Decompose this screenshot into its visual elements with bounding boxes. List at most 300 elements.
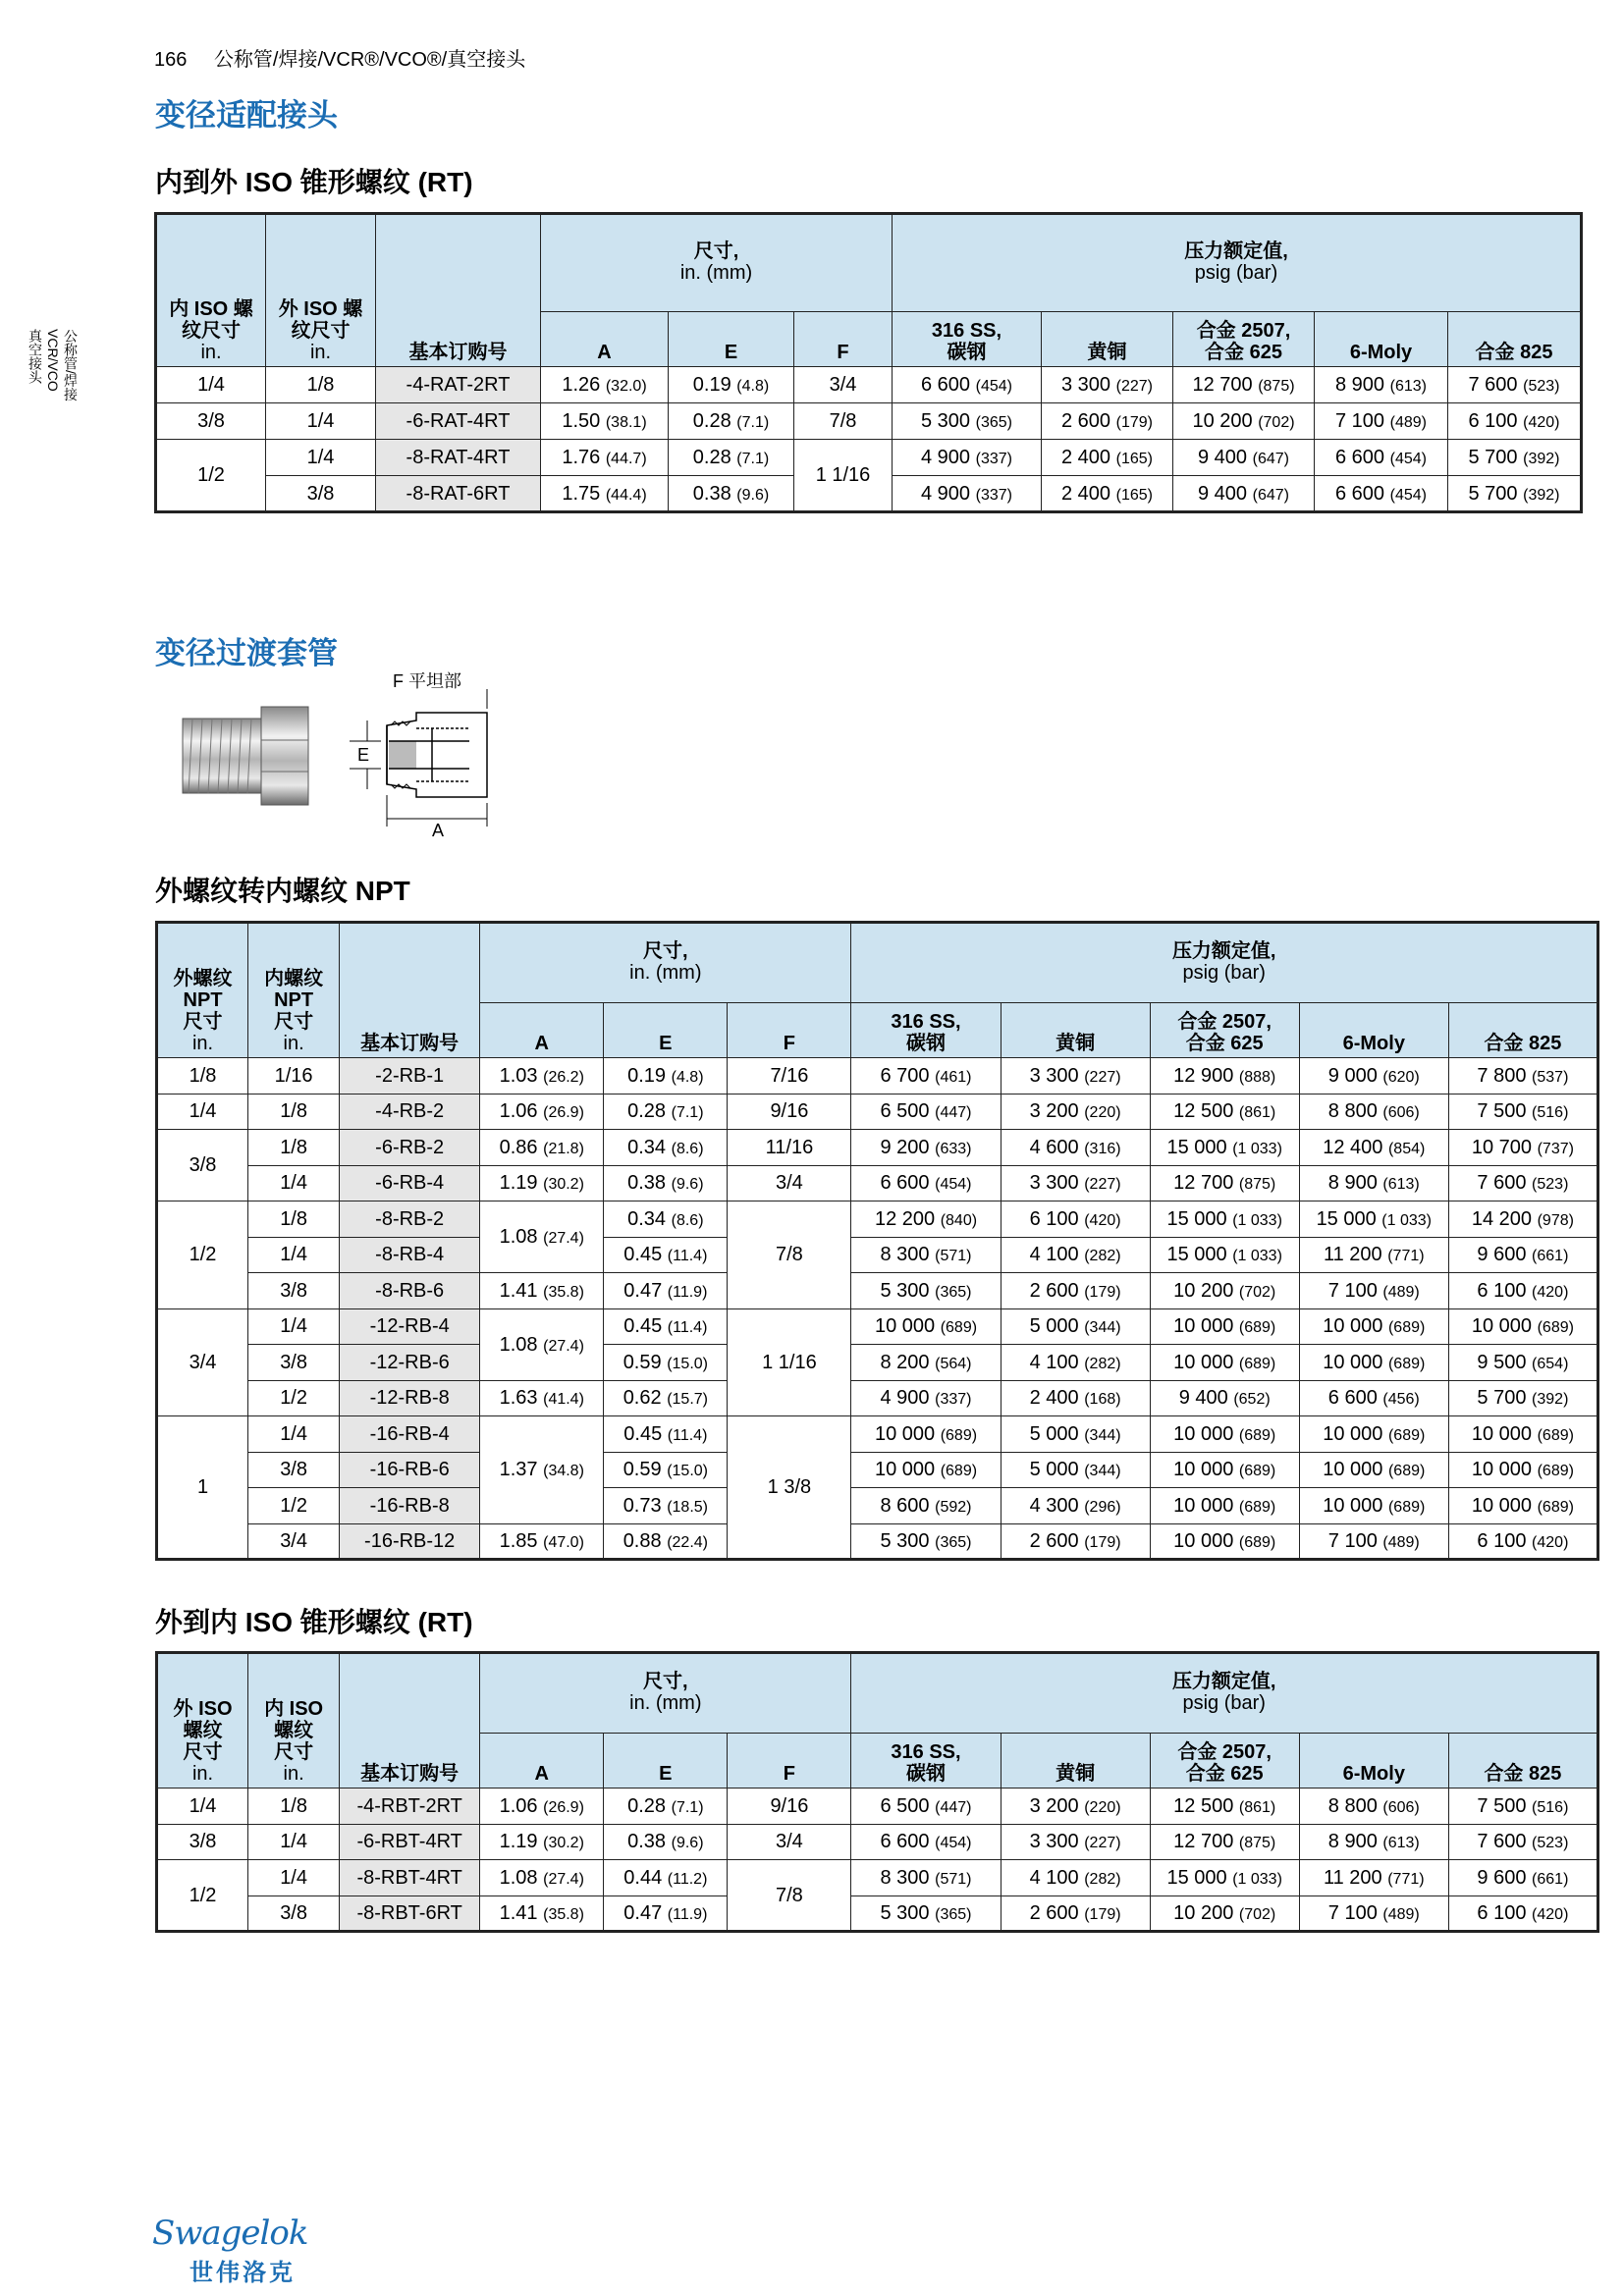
e-label: E <box>357 745 370 765</box>
table-cell <box>1315 367 1448 403</box>
table-cell <box>604 1452 728 1488</box>
table-cell <box>541 403 669 440</box>
col-header-outer-size <box>266 214 376 367</box>
table-cell <box>480 1896 604 1932</box>
table-cell: -8-RAT-4RT <box>376 440 541 476</box>
table-cell: 1/16 <box>248 1058 340 1095</box>
col-header-a: A <box>541 312 669 367</box>
table-cell <box>1150 1523 1299 1560</box>
table-cell <box>1299 1094 1448 1130</box>
cell-value: (613) <box>1382 1835 1420 1852</box>
table-row <box>157 1896 1598 1932</box>
cell-value: 15 000 <box>1316 1207 1377 1230</box>
cell-value: 8 900 <box>1335 374 1385 396</box>
col-header-2507 <box>1150 1003 1299 1058</box>
cell-value: (34.8) <box>543 1463 584 1480</box>
cell-value: (316) <box>1084 1140 1121 1157</box>
table-cell: -8-RAT-6RT <box>376 476 541 512</box>
table-cell: -6-RB-4 <box>340 1165 480 1201</box>
cell-value: (647) <box>1252 451 1289 467</box>
cell-value: 外 ISO <box>173 1698 233 1720</box>
cell-value: (15.0) <box>667 1463 708 1480</box>
table-cell <box>1448 1523 1597 1560</box>
page-header <box>154 43 525 72</box>
cell-value: (454) <box>975 378 1012 395</box>
section-title: 变径过渡套管 <box>155 636 338 670</box>
cell-value: (26.9) <box>543 1798 584 1816</box>
cell-value: (1 033) <box>1232 1140 1282 1157</box>
cell-value: 5 300 <box>880 1901 930 1924</box>
table-row <box>157 1058 1598 1095</box>
table-cell <box>1001 1165 1150 1201</box>
cell-value: 0.73 <box>623 1494 662 1517</box>
spec-table-rb <box>155 921 1599 1561</box>
table-cell: -16-RB-6 <box>340 1452 480 1488</box>
table-cell <box>1299 1345 1448 1381</box>
col-header-825: 合金 825 <box>1448 1003 1597 1058</box>
table-cell <box>1448 1130 1597 1166</box>
brand-name-cn: 世伟洛克 <box>189 2260 296 2286</box>
table-cell: 1/2 <box>156 440 266 512</box>
cell-value: (661) <box>1532 1870 1569 1888</box>
table-cell <box>893 367 1042 403</box>
cell-value: (179) <box>1084 1283 1121 1301</box>
table-cell <box>604 1824 728 1860</box>
table-cell: 7/8 <box>794 403 893 440</box>
table-cell: 1 <box>157 1416 248 1560</box>
table-cell: 9/16 <box>728 1789 851 1825</box>
cell-value: (11.9) <box>667 1283 708 1301</box>
table-row <box>157 1789 1598 1825</box>
table-cell <box>1315 403 1448 440</box>
table-cell <box>893 476 1042 512</box>
cell-value: 10 000 <box>1173 1494 1234 1517</box>
cell-value: (888) <box>1238 1068 1276 1086</box>
cell-value: 4 600 <box>1029 1136 1079 1158</box>
cell-value: (689) <box>1238 1319 1276 1337</box>
side-tab <box>27 329 79 401</box>
cell-value: (689) <box>1387 1426 1426 1444</box>
cell-value: (875) <box>1238 1835 1276 1852</box>
table-cell: 3/4 <box>728 1824 851 1860</box>
cell-value: 螺纹 <box>274 1720 314 1741</box>
cell-value: 12 500 <box>1173 1100 1234 1123</box>
cell-value: 4 900 <box>921 447 971 468</box>
table-cell <box>1150 1789 1299 1825</box>
table-cell: 1/4 <box>248 1860 340 1896</box>
cell-value: (702) <box>1238 1283 1276 1301</box>
table-cell <box>1042 476 1173 512</box>
table-cell: 3/4 <box>728 1165 851 1201</box>
table-cell <box>480 1273 604 1309</box>
table-cell <box>1150 1165 1299 1201</box>
cell-value: 6 500 <box>880 1794 930 1817</box>
table-cell: -4-RAT-2RT <box>376 367 541 403</box>
col-header-order-number: 基本订购号 <box>376 214 541 367</box>
cell-value: in. (mm) <box>679 261 753 284</box>
cell-value: 1.63 <box>499 1387 538 1410</box>
table-cell <box>1299 1824 1448 1860</box>
cell-value: (571) <box>935 1248 972 1265</box>
table-cell <box>1150 1452 1299 1488</box>
table-cell <box>1001 1789 1150 1825</box>
cell-value: (27.4) <box>543 1337 584 1355</box>
table-cell: 3/8 <box>248 1896 340 1932</box>
col-header-pressure: 压力额定值, psig (bar) <box>851 1653 1598 1734</box>
cell-value: 10 200 <box>1192 410 1253 432</box>
cell-value: 5 000 <box>1029 1422 1079 1445</box>
table-cell <box>480 1165 604 1201</box>
cell-value: (420) <box>1532 1283 1569 1301</box>
cell-value: (620) <box>1382 1068 1420 1086</box>
cell-value: NPT <box>183 989 223 1011</box>
cell-value: (689) <box>1537 1319 1574 1337</box>
table-cell <box>1448 1416 1597 1453</box>
cell-value: 4 100 <box>1029 1351 1079 1373</box>
cell-value: (9.6) <box>736 486 770 504</box>
table-cell <box>1001 1130 1150 1166</box>
brand-name: Swagelok <box>152 2214 308 2253</box>
cell-value: (613) <box>1382 1176 1420 1194</box>
cell-value: (11.2) <box>667 1870 708 1888</box>
cell-value: (15.7) <box>667 1391 708 1409</box>
table-cell <box>1299 1860 1448 1896</box>
table-cell <box>1299 1452 1448 1488</box>
table-cell <box>1299 1130 1448 1166</box>
cell-value: (32.0) <box>605 378 647 395</box>
cell-value: 1.19 <box>499 1172 538 1195</box>
cell-value: 10 000 <box>1323 1494 1383 1517</box>
table-row <box>157 1416 1598 1453</box>
table-cell <box>604 1058 728 1095</box>
cell-value: 10 000 <box>1471 1315 1533 1338</box>
table-cell <box>669 403 794 440</box>
table-cell <box>1448 1201 1597 1238</box>
cell-value: (689) <box>1387 1319 1426 1337</box>
table-row <box>157 1130 1598 1166</box>
table-cell <box>1001 1860 1150 1896</box>
cell-value: 316 SS, <box>891 1741 961 1763</box>
table-cell <box>1299 1237 1448 1273</box>
table-cell <box>851 1237 1001 1273</box>
cell-value: 1.03 <box>499 1064 538 1087</box>
bushing-photo <box>183 707 308 805</box>
col-header-brass: 黄铜 <box>1001 1734 1150 1789</box>
table-cell <box>851 1896 1001 1932</box>
table-cell <box>1001 1201 1150 1238</box>
cell-value: 8 900 <box>1327 1172 1378 1195</box>
cell-value: (227) <box>1084 1835 1121 1852</box>
cell-value: 1.37 <box>499 1459 538 1481</box>
cell-value: (8.6) <box>671 1211 704 1229</box>
table-cell <box>851 1058 1001 1095</box>
table-cell <box>1299 1273 1448 1309</box>
col-header-female-size <box>248 923 340 1058</box>
table-cell <box>1448 1308 1597 1345</box>
cell-value: 4 300 <box>1029 1494 1079 1517</box>
table-cell: 1/8 <box>248 1094 340 1130</box>
cell-value: 5 700 <box>1477 1387 1527 1410</box>
cell-value: 8 300 <box>880 1866 930 1889</box>
table-cell <box>851 1789 1001 1825</box>
table-cell: 1/4 <box>266 403 376 440</box>
table-cell <box>1150 1824 1299 1860</box>
table-cell: -8-RB-2 <box>340 1201 480 1238</box>
cell-value: 9 400 <box>1198 482 1248 505</box>
table-cell: 3/8 <box>157 1824 248 1860</box>
table-cell: 1/4 <box>156 367 266 403</box>
cell-value: 6 600 <box>1335 447 1385 468</box>
cell-value: 9 000 <box>1327 1064 1378 1087</box>
table-cell <box>1448 1237 1597 1273</box>
table-cell <box>1173 403 1315 440</box>
cell-value: (689) <box>1238 1498 1276 1516</box>
table-cell: 1/2 <box>248 1488 340 1524</box>
table-cell <box>604 1130 728 1166</box>
cell-value: psig (bar) <box>1194 261 1278 284</box>
cell-value: (227) <box>1084 1176 1121 1194</box>
table-cell: 1/8 <box>248 1201 340 1238</box>
a-label: A <box>432 821 445 840</box>
cell-value: 5 000 <box>1029 1315 1079 1338</box>
table-row <box>157 1094 1598 1130</box>
cell-value: 316 SS, <box>931 320 1002 342</box>
cell-value: (282) <box>1084 1248 1121 1265</box>
cell-value: (689) <box>1238 1426 1276 1444</box>
cell-value: (337) <box>975 451 1012 467</box>
cell-value: 纹尺寸 <box>182 320 241 342</box>
table-cell: -12-RB-4 <box>340 1308 480 1345</box>
table-cell: -16-RB-8 <box>340 1488 480 1524</box>
table-cell <box>851 1345 1001 1381</box>
cell-value: (365) <box>935 1283 972 1301</box>
cell-value: 3 300 <box>1029 1064 1079 1087</box>
bushing-section-drawing <box>350 689 487 827</box>
table-cell <box>1001 1452 1150 1488</box>
cell-value: 纹尺寸 <box>291 320 351 342</box>
cell-value: (7.1) <box>736 414 770 431</box>
cell-value: in. <box>191 1763 214 1785</box>
table-cell: 11/16 <box>728 1130 851 1166</box>
cell-value: 9 500 <box>1477 1351 1527 1373</box>
table-cell <box>1173 440 1315 476</box>
cell-value: 0.88 <box>623 1529 662 1552</box>
table-cell <box>480 1416 604 1524</box>
cell-value: (420) <box>1532 1905 1569 1923</box>
cell-value: 内螺纹 <box>264 968 324 989</box>
cell-value: (4.8) <box>736 378 770 395</box>
cell-value: (11.4) <box>667 1319 708 1337</box>
col-header-female-size <box>248 1653 340 1789</box>
table-cell: -16-RB-12 <box>340 1523 480 1560</box>
cell-value: (7.1) <box>736 451 770 467</box>
table-cell <box>851 1201 1001 1238</box>
cell-value: 1.08 <box>499 1333 538 1356</box>
table-cell <box>851 1416 1001 1453</box>
cell-value: 合金 625 <box>1205 342 1282 363</box>
cell-value: 10 700 <box>1471 1136 1533 1158</box>
cell-value: 15 000 <box>1166 1244 1227 1266</box>
cell-value: 0.47 <box>623 1279 663 1302</box>
table-row <box>156 440 1582 476</box>
table-cell: 7/16 <box>728 1058 851 1095</box>
col-header-pressure: 压力额定值, psig (bar) <box>893 214 1582 312</box>
table-cell <box>604 1416 728 1453</box>
cell-value: 0.45 <box>623 1315 663 1338</box>
cell-value: 6 600 <box>1335 482 1385 505</box>
table-cell <box>480 1201 604 1273</box>
section-subtitle: 外到内 ISO 锥形螺纹 (RT) <box>155 1607 473 1637</box>
table-cell <box>1150 1130 1299 1166</box>
cell-value: 3 200 <box>1029 1794 1079 1817</box>
table-cell: 3/8 <box>157 1130 248 1201</box>
table-cell <box>480 1860 604 1896</box>
col-header-inner-size <box>156 214 266 367</box>
table-cell <box>1001 1094 1150 1130</box>
table-cell: 1/4 <box>248 1824 340 1860</box>
cell-value: (165) <box>1115 451 1153 467</box>
reducing-bushing-diagram <box>175 669 528 841</box>
table-cell <box>1001 1416 1150 1453</box>
cell-value: 2 600 <box>1029 1901 1079 1924</box>
cell-value: (592) <box>935 1498 972 1516</box>
table-row <box>157 1273 1598 1309</box>
cell-value: 9 400 <box>1198 447 1248 468</box>
cell-value: (875) <box>1238 1176 1276 1194</box>
table-cell <box>851 1824 1001 1860</box>
table-cell <box>1448 1824 1597 1860</box>
table-cell: 7/8 <box>728 1201 851 1309</box>
table-cell <box>480 1380 604 1416</box>
cell-value: (9.6) <box>671 1835 704 1852</box>
cell-value: 6 600 <box>880 1172 930 1195</box>
table-cell <box>851 1380 1001 1416</box>
cell-value: (11.4) <box>667 1426 708 1444</box>
cell-value: (27.4) <box>543 1870 584 1888</box>
cell-value: 10 000 <box>874 1315 936 1338</box>
table-cell: 1/4 <box>248 1308 340 1345</box>
cell-value: 5 300 <box>880 1529 930 1552</box>
cell-value: 10 000 <box>1173 1422 1234 1445</box>
cell-value: 10 000 <box>1471 1459 1533 1481</box>
cell-value: 0.45 <box>623 1422 663 1445</box>
col-header-e: E <box>604 1734 728 1789</box>
cell-value: (454) <box>935 1176 972 1194</box>
cell-value: 5 300 <box>921 410 971 432</box>
table-cell <box>851 1308 1001 1345</box>
cell-value: (26.2) <box>543 1068 584 1086</box>
table-row <box>157 1523 1598 1560</box>
table-cell <box>1448 1058 1597 1095</box>
col-header-6moly: 6-Moly <box>1299 1734 1448 1789</box>
cell-value: 316 SS, <box>891 1011 961 1033</box>
table-cell: 1/4 <box>266 440 376 476</box>
col-header-316ss <box>851 1003 1001 1058</box>
cell-value: (21.8) <box>543 1140 584 1157</box>
cell-value: 5 000 <box>1029 1459 1079 1481</box>
cell-value: (44.4) <box>605 486 647 504</box>
table-cell <box>1150 1058 1299 1095</box>
table-cell: -16-RB-4 <box>340 1416 480 1453</box>
table-cell <box>604 1308 728 1345</box>
swagelok-logo <box>152 2214 308 2287</box>
cell-value: (220) <box>1084 1798 1121 1816</box>
spec-table-rat <box>154 212 1583 513</box>
cell-value: 外 ISO 螺 <box>278 298 363 320</box>
table-row <box>157 1237 1598 1273</box>
col-header-a: A <box>480 1003 604 1058</box>
table-cell <box>1448 1789 1597 1825</box>
cell-value: (44.7) <box>605 451 647 467</box>
cell-value: 8 900 <box>1327 1831 1378 1853</box>
table-cell: 3/4 <box>157 1308 248 1416</box>
cell-value: (689) <box>1238 1355 1276 1372</box>
cell-value: 15 000 <box>1166 1207 1227 1230</box>
cell-value: in. <box>200 342 222 363</box>
cell-value: 9 400 <box>1178 1387 1228 1410</box>
cell-value: 内 ISO <box>264 1698 324 1720</box>
table-cell <box>1173 367 1315 403</box>
cell-value: (220) <box>1084 1104 1121 1122</box>
table-cell <box>1448 476 1582 512</box>
col-header-316ss <box>893 312 1042 367</box>
cell-value: 1.41 <box>499 1279 538 1302</box>
table-cell: 3/8 <box>248 1452 340 1488</box>
cell-value: 1.08 <box>499 1226 538 1248</box>
cell-value: 8 200 <box>880 1351 930 1373</box>
table-cell <box>1299 1308 1448 1345</box>
cell-value: (11.4) <box>667 1248 708 1265</box>
cell-value: (489) <box>1382 1283 1420 1301</box>
cell-value: (454) <box>935 1835 972 1852</box>
cell-value: 10 000 <box>1173 1351 1234 1373</box>
col-header-male-size <box>157 923 248 1058</box>
cell-value: (689) <box>940 1463 978 1480</box>
table-cell <box>669 440 794 476</box>
cell-value: (689) <box>940 1319 978 1337</box>
cell-value: 螺纹 <box>183 1720 223 1741</box>
cell-value: 7 100 <box>1327 1529 1378 1552</box>
cell-value: (41.4) <box>543 1391 584 1409</box>
table-cell <box>1150 1094 1299 1130</box>
table-cell <box>851 1452 1001 1488</box>
cell-value: 12 400 <box>1323 1136 1383 1158</box>
cell-value: 8 600 <box>880 1494 930 1517</box>
cell-value: (344) <box>1084 1426 1121 1444</box>
table-cell <box>480 1824 604 1860</box>
cell-value: 10 000 <box>874 1459 936 1481</box>
col-header-f: F <box>794 312 893 367</box>
cell-value: 2 600 <box>1061 410 1111 432</box>
cell-value: (168) <box>1084 1391 1121 1409</box>
cell-value: 5 300 <box>880 1279 930 1302</box>
table-cell <box>1042 367 1173 403</box>
cell-value: 7 600 <box>1468 374 1518 396</box>
table-cell <box>541 476 669 512</box>
cell-value: 2 400 <box>1061 447 1111 468</box>
cell-value: (689) <box>1238 1463 1276 1480</box>
cell-value: (661) <box>1532 1248 1569 1265</box>
table-cell: -6-RBT-4RT <box>340 1824 480 1860</box>
table-cell <box>1001 1237 1150 1273</box>
cell-value: (537) <box>1532 1068 1569 1086</box>
side-tab-line: 真空接头 <box>27 329 43 384</box>
table-cell <box>1150 1896 1299 1932</box>
cell-value: 1.50 <box>562 410 601 432</box>
table-row <box>157 1345 1598 1381</box>
cell-value: 尺寸 <box>274 1011 314 1033</box>
table-cell <box>1150 1488 1299 1524</box>
